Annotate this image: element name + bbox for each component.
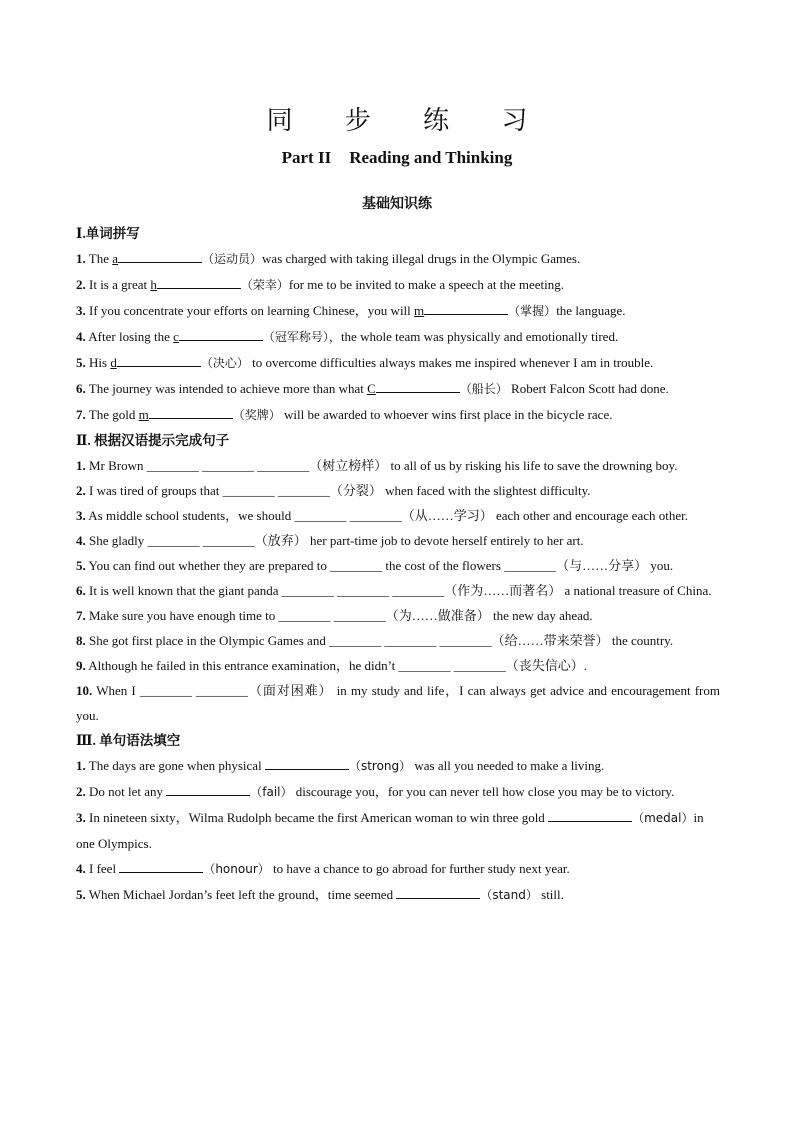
part-heading	[0, 148, 794, 168]
answer-blank[interactable]	[117, 354, 201, 367]
spelling-list	[76, 246, 720, 428]
answer-blank[interactable]	[118, 250, 202, 263]
list-item: 5. You can find out whether they are prepared to ________ the cost of the flowers ________（与……分享） you.	[76, 558, 674, 573]
list-item: 1. The days are gone when physical （strong） was all you needed to make a living.	[76, 758, 605, 773]
grammar-list	[76, 753, 720, 908]
list-item: 5. When Michael Jordan’s feet left the ground，time seemed （stand） still.	[76, 887, 564, 902]
answer-blank[interactable]	[548, 809, 632, 822]
list-item: 4. After losing the c （冠军称号），the whole team was physically and emotionally tired.	[76, 329, 619, 344]
list-item: 2. It is a great h （荣幸）for me to be invited to make a speech at the meeting.	[76, 277, 564, 292]
translation-list	[76, 453, 720, 728]
answer-blank[interactable]	[265, 757, 349, 770]
list-item: 3. In nineteen sixty，Wilma Rudolph became the first American woman to win three gold （medal）in one Olympics.	[76, 810, 704, 851]
part-subtitle: Reading and Thinking	[349, 148, 513, 167]
list-item: 6. It is well known that the giant panda ________ ________ ________（作为……而著名） a national treasure of China.	[76, 583, 712, 598]
list-item: 4. She gladly ________ ________（放弃） her part-time job to devote herself entirely to her art.	[76, 533, 584, 548]
list-item: 3. If you concentrate your efforts on learning Chinese，you will m （掌握）the language.	[76, 303, 626, 318]
answer-blank[interactable]	[166, 783, 250, 796]
list-item: 1. The a （运动员）was charged with taking illegal drugs in the Olympic Games.	[76, 251, 581, 266]
list-item: 3. As middle school students，we should ________ ________（从……学习） each other and encourage each other.	[76, 508, 688, 523]
answer-blank[interactable]	[179, 328, 263, 341]
list-item: 1. Mr Brown ________ ________ ________（树立榜样） to all of us by risking his life to save the drowning boy.	[76, 458, 678, 473]
page-title: 同 步 练 习	[266, 106, 550, 136]
list-item: 5. His d （决心） to overcome difficulties always makes me inspired whenever I am in trouble.	[76, 355, 654, 370]
section-heading-grammar: Ⅲ. 单句语法填空	[76, 733, 181, 748]
list-item: 6. The journey was intended to achieve more than what C （船长） Robert Falcon Scott had done.	[76, 381, 669, 396]
answer-blank[interactable]	[149, 406, 233, 419]
answer-blank[interactable]	[396, 886, 480, 899]
list-item: 7. The gold m （奖牌） will be awarded to whoever wins first place in the bicycle race.	[76, 407, 613, 422]
list-item: 10. When I ________ ________（面对困难） in my study and life，I can always get advice and encouragement from you.	[76, 683, 720, 723]
exercise-content	[76, 221, 720, 908]
answer-blank[interactable]	[376, 380, 460, 393]
part-label: Part II	[281, 148, 332, 167]
section-heading-spelling: Ⅰ.单词拼写	[76, 226, 140, 241]
answer-blank[interactable]	[157, 276, 241, 289]
list-item: 7. Make sure you have enough time to ________ ________（为……做准备） the new day ahead.	[76, 608, 593, 623]
section-heading-translation: Ⅱ. 根据汉语提示完成句子	[76, 433, 230, 448]
list-item: 4. I feel （honour） to have a chance to go abroad for further study next year.	[76, 861, 570, 876]
list-item: 2. I was tired of groups that ________ ________（分裂） when faced with the slightest difficulty.	[76, 483, 591, 498]
list-item: 2. Do not let any （fail） discourage you，for you can never tell how close you may be to victory.	[76, 784, 675, 799]
list-item: 8. She got first place in the Olympic Games and ________ ________ ________（给……带来荣誉） the country.	[76, 633, 674, 648]
answer-blank[interactable]	[119, 860, 203, 873]
list-item: 9. Although he failed in this entrance examination，he didn’t ________ ________（丧失信心）.	[76, 658, 588, 673]
section-label: 基础知识练	[362, 196, 432, 212]
answer-blank[interactable]	[424, 302, 508, 315]
